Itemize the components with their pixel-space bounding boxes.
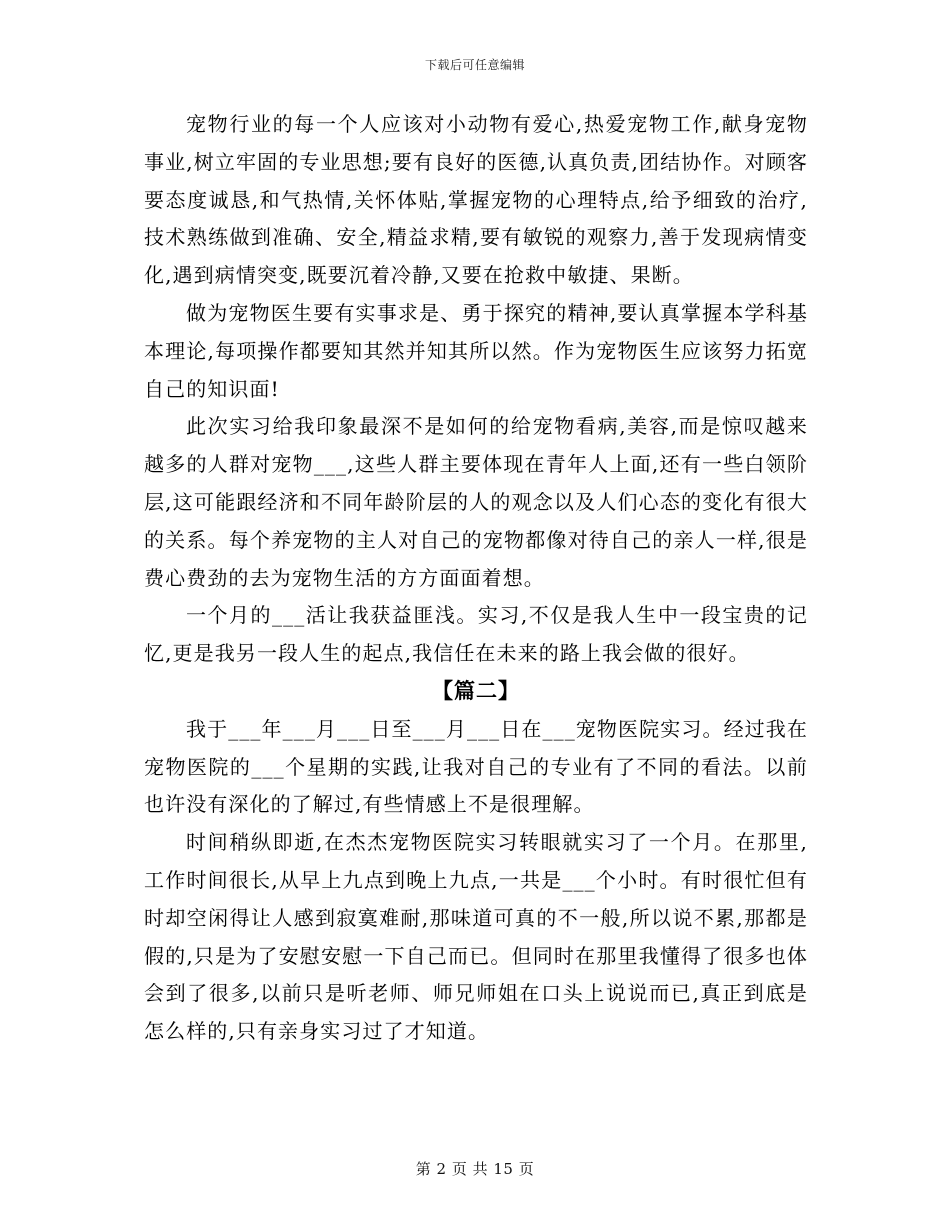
section-title: 【篇二】 (432, 678, 520, 703)
page-footer: 第 2 页 共 15 页 (415, 1160, 535, 1178)
body-paragraph: 我于___年___月___日至___月___日在___宠物医院实习。经过我在宠物医院的___个星期的实践,让我对自己的专业有了不同的看法。以前也许没有深化的了解过,有些情感上不是很理解。 (144, 716, 808, 817)
body-paragraph: 做为宠物医生要有实事求是、勇于探究的精神,要认真掌握本学科基本理论,每项操作都要知其然并知其所以然。作为宠物医生应该努力拓宽自己的知识面! (144, 300, 808, 401)
body-paragraph: 宠物行业的每一个人应该对小动物有爱心,热爱宠物工作,献身宠物事业,树立牢固的专业思想;要有良好的医德,认真负责,团结协作。对顾客要态度诚恳,和气热情,关怀体贴,掌握宠物的心理特点,给予细致的治疗,技术熟练做到准确、安全,精益求精,要有敏锐的观察力,善于发现病情变化,遇到病情突变,既要沉着冷静,又要在抢救中敏捷、果断。 (144, 112, 808, 288)
page-header: 下载后可任意编辑 (424, 58, 525, 72)
body-paragraph: 此次实习给我印象最深不是如何的给宠物看病,美容,而是惊叹越来越多的人群对宠物___,这些人群主要体现在青年人上面,还有一些白领阶层,这可能跟经济和不同年龄阶层的人的观念以及人们心态的变化有很大的关系。每个养宠物的主人对自己的宠物都像对待自己的亲人一样,很是费心费劲的去为宠物生活的方方面面着想。 (144, 414, 808, 590)
body-paragraph: 一个月的___活让我获益匪浅。实习,不仅是我人生中一段宝贵的记忆,更是我另一段人生的起点,我信任在未来的路上我会做的很好。 (144, 603, 808, 666)
body-paragraph: 时间稍纵即逝,在杰杰宠物医院实习转眼就实习了一个月。在那里,工作时间很长,从早上九点到晚上九点,一共是___个小时。有时很忙但有时却空闲得让人感到寂寞难耐,那味道可真的不一般,所以说不累,那都是假的,只是为了安慰安慰一下自己而已。但同时在那里我懂得了很多也体会到了很多,以前只是听老师、师兄师姐在口头上说说而已,真正到底是怎么样的,只有亲身实习过了才知道。 (144, 830, 808, 1044)
document-body (144, 106, 808, 1051)
